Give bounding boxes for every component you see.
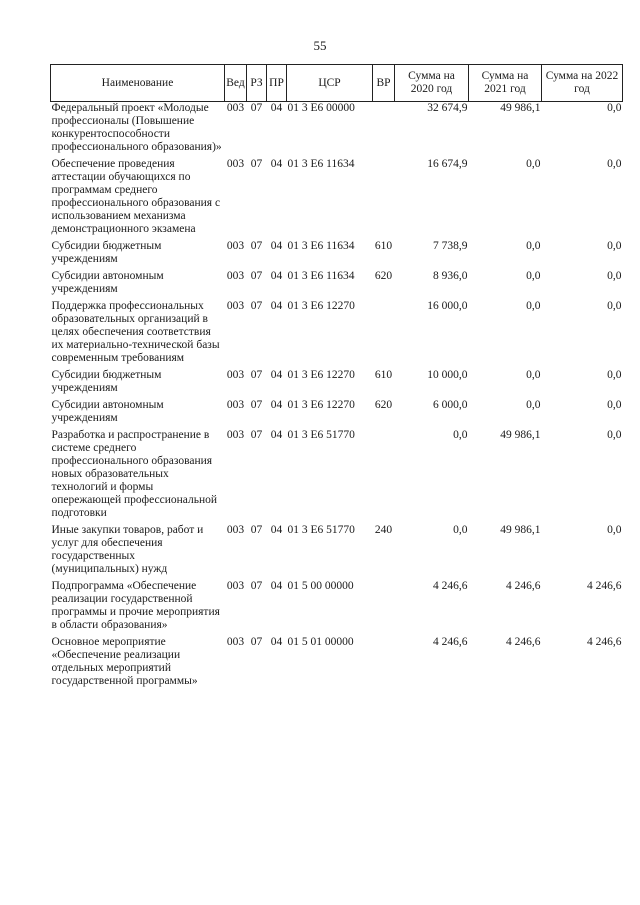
row-sum-2020: 0,0 [453, 429, 468, 441]
row-csr: 01 3 E6 51770 [287, 429, 355, 441]
row-name: Субсидии бюджетным учреждениям [51, 240, 162, 265]
row-name: Федеральный проект «Молодые профессионалы (Повышение конкурентоспособности профессионального образования)» [51, 102, 222, 153]
row-vr [373, 580, 395, 632]
row-name: Разработка и распространение в системе среднего профессионального образования новых образовательных технологий и формы опережающей профессиональной подготовки [51, 429, 218, 519]
row-csr: 01 3 E6 12270 [287, 300, 355, 312]
row-sum-2022: 0,0 [607, 399, 622, 411]
row-rz: 07 [250, 270, 263, 282]
row-vr: 610 [374, 369, 393, 381]
row-rz: 07 [250, 369, 263, 381]
row-sum-2020: 7 738,9 [433, 240, 468, 252]
row-pr: 04 [270, 524, 283, 536]
row-ved: 003 [226, 158, 245, 170]
row-sum-2022: 0,0 [607, 158, 622, 170]
row-pr: 04 [270, 580, 283, 592]
row-sum-2020: 10 000,0 [427, 369, 468, 381]
row-vr [373, 429, 395, 520]
row-csr: 01 5 00 00000 [287, 580, 354, 592]
row-sum-2021: 49 986,1 [500, 524, 541, 536]
row-sum-2021: 0,0 [526, 399, 541, 411]
table-row [51, 300, 623, 365]
row-sum-2021: 4 246,6 [506, 580, 541, 592]
row-ved: 003 [226, 399, 245, 411]
row-vr [373, 636, 395, 688]
row-csr: 01 3 E6 11634 [287, 270, 355, 282]
row-sum-2020: 4 246,6 [433, 636, 468, 648]
row-sum-2021: 0,0 [526, 270, 541, 282]
row-sum-2022: 0,0 [607, 270, 622, 282]
row-sum-2021: 49 986,1 [500, 429, 541, 441]
row-pr: 04 [270, 429, 283, 441]
row-pr: 04 [270, 300, 283, 312]
row-rz: 07 [250, 240, 263, 252]
table-row [51, 636, 623, 688]
table-row [51, 369, 623, 395]
row-sum-2021: 49 986,1 [500, 102, 541, 114]
row-ved: 003 [226, 240, 245, 252]
row-pr: 04 [270, 399, 283, 411]
row-rz: 07 [250, 102, 263, 114]
row-csr: 01 3 E6 00000 [287, 102, 355, 114]
header-csr: ЦСР [287, 65, 373, 102]
row-ved: 003 [226, 270, 245, 282]
row-rz: 07 [250, 524, 263, 536]
row-sum-2022: 4 246,6 [587, 580, 622, 592]
row-vr [373, 300, 395, 365]
row-sum-2022: 0,0 [607, 240, 622, 252]
row-sum-2021: 0,0 [526, 158, 541, 170]
row-pr: 04 [270, 158, 283, 170]
row-name: Субсидии автономным учреждениям [51, 399, 164, 424]
table-row [51, 102, 623, 155]
table-row [51, 399, 623, 425]
row-sum-2020: 6 000,0 [433, 399, 468, 411]
row-sum-2020: 8 936,0 [433, 270, 468, 282]
row-ved: 003 [226, 429, 245, 441]
header-sum-2022: Сумма на 2022 год [542, 65, 623, 102]
table-row [51, 270, 623, 296]
row-pr: 04 [270, 270, 283, 282]
row-sum-2021: 0,0 [526, 369, 541, 381]
row-rz: 07 [250, 580, 263, 592]
row-name: Обеспечение проведения аттестации обучающихся по программам среднего профессионального образования с использованием механизма демонстрационного экзамена [51, 158, 221, 235]
row-pr: 04 [270, 240, 283, 252]
row-sum-2021: 4 246,6 [506, 636, 541, 648]
header-sum-2020: Сумма на 2020 год [395, 65, 469, 102]
row-name: Иные закупки товаров, работ и услуг для обеспечения государственных (муниципальных) нужд [51, 524, 204, 575]
table-body [51, 102, 623, 693]
row-pr: 04 [270, 369, 283, 381]
row-csr: 01 3 E6 12270 [287, 369, 355, 381]
row-name: Субсидии автономным учреждениям [51, 270, 164, 295]
row-ved: 003 [226, 524, 245, 536]
table-row [51, 429, 623, 520]
row-sum-2022: 0,0 [607, 300, 622, 312]
row-sum-2020: 4 246,6 [433, 580, 468, 592]
row-name: Подпрограмма «Обеспечение реализации государственной программы и прочие мероприятия в области образования» [51, 580, 220, 631]
row-sum-2022: 0,0 [607, 102, 622, 114]
row-sum-2020: 32 674,9 [427, 102, 468, 114]
header-name: Наименование [51, 65, 225, 102]
page-number: 55 [313, 38, 327, 53]
table-header-row [51, 65, 623, 102]
row-rz: 07 [250, 399, 263, 411]
row-vr: 620 [374, 399, 393, 411]
row-vr: 620 [374, 270, 393, 282]
header-rz: РЗ [247, 65, 267, 102]
row-ved: 003 [226, 369, 245, 381]
row-pr: 04 [270, 102, 283, 114]
row-csr: 01 3 E6 11634 [287, 240, 355, 252]
row-rz: 07 [250, 158, 263, 170]
row-name: Основное мероприятие «Обеспечение реализации отдельных мероприятий государственной программы» [51, 636, 198, 687]
header-sum-2021: Сумма на 2021 год [469, 65, 542, 102]
row-rz: 07 [250, 429, 263, 441]
table-row [51, 524, 623, 576]
row-sum-2020: 16 000,0 [427, 300, 468, 312]
header-ved: Вед [225, 65, 247, 102]
table-row [51, 158, 623, 236]
row-pr: 04 [270, 636, 283, 648]
row-sum-2021: 0,0 [526, 300, 541, 312]
row-sum-2022: 0,0 [607, 369, 622, 381]
row-name: Субсидии бюджетным учреждениям [51, 369, 162, 394]
row-ved: 003 [226, 580, 245, 592]
row-rz: 07 [250, 636, 263, 648]
row-vr: 610 [374, 240, 393, 252]
row-csr: 01 3 E6 12270 [287, 399, 355, 411]
row-csr: 01 5 01 00000 [287, 636, 354, 648]
row-vr [373, 102, 395, 155]
row-ved: 003 [226, 300, 245, 312]
row-sum-2020: 16 674,9 [427, 158, 468, 170]
row-ved: 003 [226, 636, 245, 648]
row-sum-2020: 0,0 [453, 524, 468, 536]
table-row [51, 580, 623, 632]
header-pr: ПР [267, 65, 287, 102]
row-ved: 003 [226, 102, 245, 114]
header-vr: ВР [373, 65, 395, 102]
row-sum-2022: 4 246,6 [587, 636, 622, 648]
row-rz: 07 [250, 300, 263, 312]
row-name: Поддержка профессиональных образовательных организаций в целях обеспечения соответствия их материально-технической базы современным требованиям [51, 300, 220, 364]
row-sum-2022: 0,0 [607, 524, 622, 536]
budget-table [50, 64, 623, 692]
row-vr: 240 [374, 524, 393, 536]
row-csr: 01 3 E6 11634 [287, 158, 355, 170]
table-row [51, 240, 623, 266]
row-sum-2021: 0,0 [526, 240, 541, 252]
row-sum-2022: 0,0 [607, 429, 622, 441]
row-csr: 01 3 E6 51770 [287, 524, 355, 536]
row-vr [373, 158, 395, 236]
